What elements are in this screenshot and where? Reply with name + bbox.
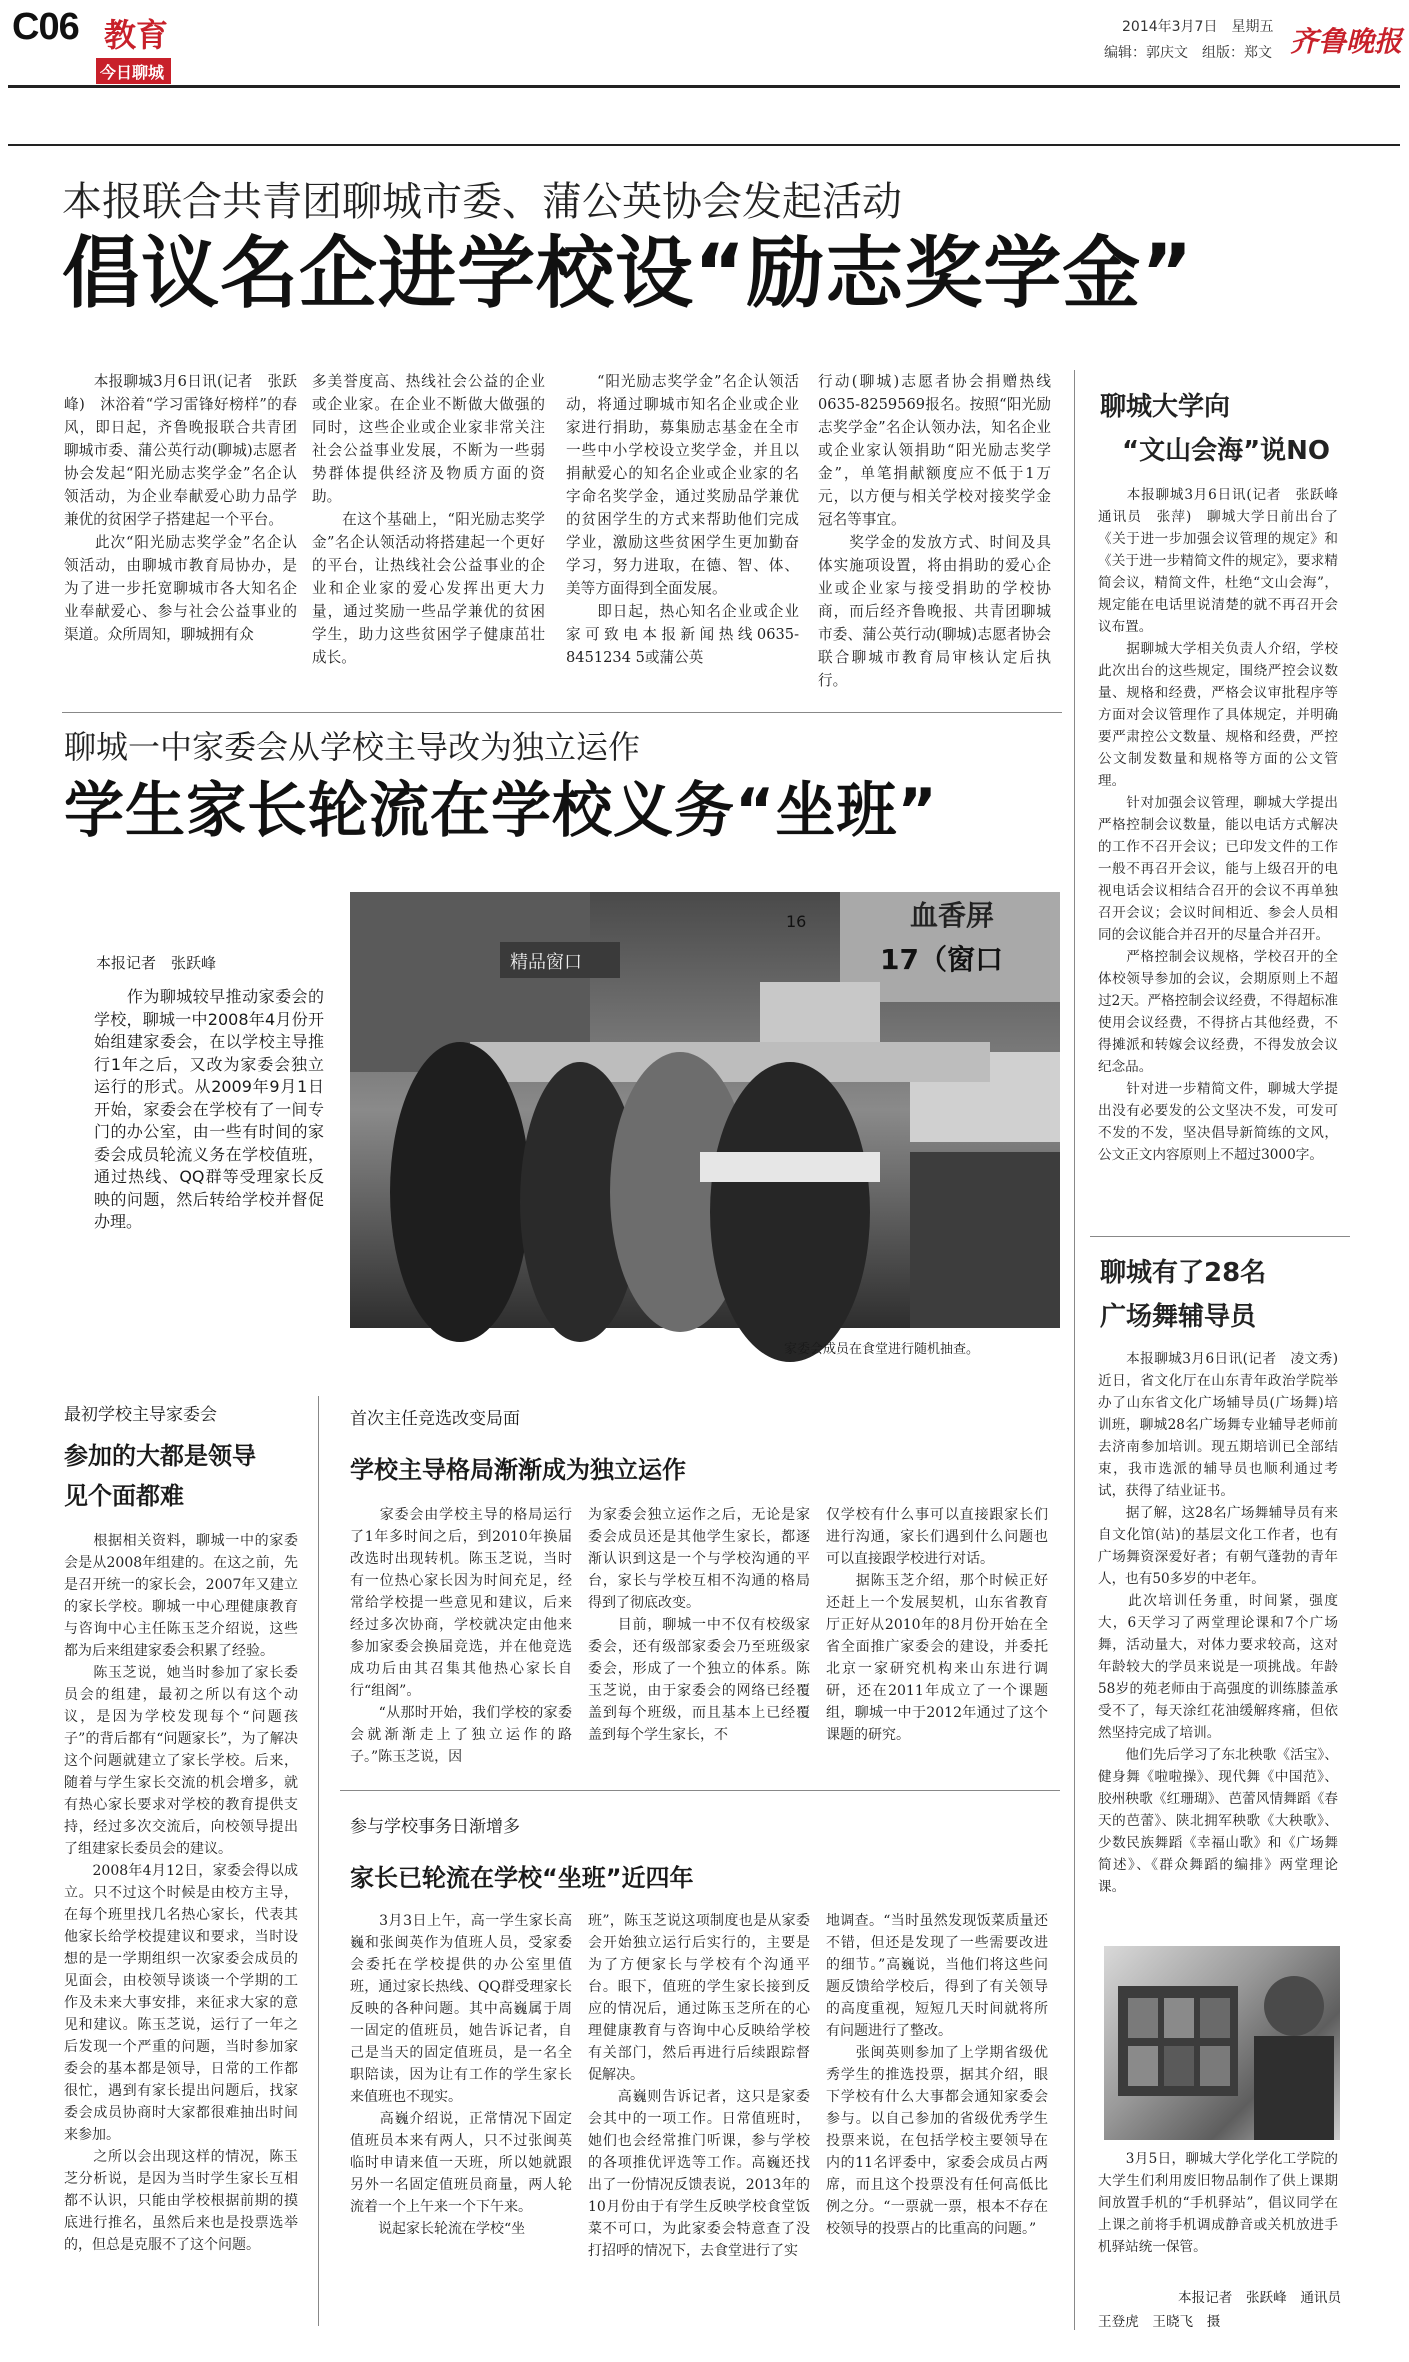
sec3-col1: 3月3日上午，高一学生家长高巍和张闽英作为值班人员，受家委会委托在学校提供的办公室里值班，通过家长热线、QQ群受理家长反映的各种问题。其中高巍属于周一固定的值班员，她告诉记者，自己是当天的固定值班员，是一名全职陪读，因为让有工作的学生家长来值班也不现实。 高巍介绍说，正常情况下固定值班员本来有两人，只不过张闽英临时申请来值一天班，所以她就跟另外一名固定值班员商量，两人轮流着一个上午来一个下午来。 说起家长轮流在学校“坐 bbox=[350, 1913, 572, 2237]
top-divider bbox=[8, 144, 1400, 146]
sec1-headline-line1: 参加的大都是领导 bbox=[64, 1442, 256, 1470]
side-photo-credit-1: 本报记者 张跃峰 通讯员 bbox=[1178, 2290, 1342, 2306]
story1-col2: 多美誉度高、热线社会公益的企业或企业家。在企业不断做大做强的同时，这些企业或企业家非常关注社会公益事业发展，不断为一些弱势群体提供经济及物质方面的资助。 在这个基础上，“阳光励志奖学金”名企认领活动将搭建起一个更好的平台，让热线社会公益事业的企业和企业家的爱心发挥出更大力量，通过奖励一些品学兼优的贫困学生，助力这些贫困学子健康茁壮成长。 bbox=[312, 373, 545, 666]
canteen-inspection-photo bbox=[350, 892, 1060, 1328]
sec2-headline: 学校主导格局渐渐成为独立运作 bbox=[350, 1456, 686, 1484]
side2-headline-line2: 广场舞辅导员 bbox=[1100, 1302, 1257, 1332]
story1-bottom-rule bbox=[62, 712, 1062, 713]
sec1-divider bbox=[318, 1396, 319, 2326]
story2-kicker: 聊城一中家委会从学校主导改为独立运作 bbox=[64, 728, 641, 766]
side1-bottom-rule bbox=[1090, 1236, 1350, 1237]
side2-headline-line1: 聊城有了28名 bbox=[1100, 1258, 1267, 1288]
phone-station-photo bbox=[1104, 1946, 1340, 2140]
story1-col4: 行动(聊城)志愿者协会捐赠热线0635-8259569报名。按照“阳光励志奖学金”名企认领办法，知名企业或企业家认领捐助“阳光励志奖学金”，单笔捐献额度应不低于1万元，以方便与相关学校对接奖学金冠名等事宜。 奖学金的发放方式、时间及具体实施项设置，将由捐助的爱心企业或企业家与接受捐助的学校协商，而后经齐鲁晚报、共青团聊城市委、蒲公英行动(聊城)志愿者协会联合聊城市教育局审核认定后执行。 bbox=[818, 373, 1051, 689]
story1-col3: “阳光励志奖学金”名企认领活动，将通过聊城市知名企业或企业家进行捐助，募集励志基金在全市一些中小学校设立奖学金，并且以捐献爱心的知名企业或企业家的名字命名奖学金，通过奖励品学兼优的贫困学生的方式来帮助他们完成学业，激励这些贫困学生更加勤奋学习，努力进取，在德、智、体、美等方面得到全面发展。 即日起，热心知名企业或企业家可致电本报新闻热线0635-8451234 5或蒲公英 bbox=[566, 373, 799, 666]
sec1-headline-line2: 见个面都难 bbox=[64, 1482, 184, 1510]
story1-col1: 本报聊城3月6日讯(记者 张跃峰) 沐浴着“学习雷锋好榜样”的春风，即日起，齐鲁晚报联合共青团聊城市委、蒲公英行动(聊城)志愿者协会发起“阳光励志奖学金”名企认领活动，为企业奉献爱心助力品学兼优的贫困学子搭建起一个平台。 此次“阳光励志奖学金”名企认领活动，由聊城市教育局协办，是为了进一步托宽聊城市各大知名企业奉献爱心、参与社会公益事业的渠道。众所周知，聊城拥有众 bbox=[64, 373, 297, 643]
editor-credits: 编辑：郭庆文 组版：郑文 bbox=[1104, 45, 1272, 61]
sec3-kicker: 参与学校事务日渐增多 bbox=[350, 1817, 520, 1837]
story2-byline: 本报记者 张跃峰 bbox=[96, 954, 217, 972]
phone-station-illustration bbox=[1104, 1946, 1340, 2140]
sec3-col2: 班”，陈玉芝说这项制度也是从家委会开始独立运行后实行的，主要是为了方便家长与学校有个沟通平台。眼下，值班的学生家长接到反应的情况后，通过陈玉芝所在的心理健康教育与咨询中心反映给学校有关部门，然后再进行后续跟踪督促解决。 高巍则告诉记者，这只是家委会其中的一项工作。日常值班时，她们也会经常推门听课，参与学校的各项推优评选等工作。高巍还找出了一份情况反馈表说，2013年的10月份由于有学生反映学校食堂饭菜不可口，为此家委会特意查了没打招呼的情况下，去食堂进行了实 bbox=[588, 1913, 810, 2259]
side1-headline-line2: “文山会海”说NO bbox=[1122, 436, 1331, 466]
sec3-col3: 地调查。“当时虽然发现饭菜质量还不错，但还是发现了一些需要改进的细节。”高巍说，当他们将这些问题反馈给学校后，得到了有关领导的高度重视，短短几天时间就将所有问题进行了整改。 张闽英则参加了上学期省级优秀学生的推选投票，据其介绍，眼下学校有什么大事都会通知家委会参与。以自己参加的省级优秀学生投票来说，在包括学校主要领导在内的11名评委中，家委会成员占两席，而且这个投票没有任何高低比例之分。“一票就一票，根本不存在校领导的投票占的比重高的问题。” bbox=[826, 1913, 1048, 2237]
sec2-col1: 家委会由学校主导的格局运行了1年多时间之后，到2010年换届改选时出现转机。陈玉芝说，当时有一位热心家长因为时间充足，经常给学校提一些意见和建议，后来经过多次协商，学校就决定由他来参加家委会换届竞选，并在他竞选成功后由其召集其他热心家长自行“组阁”。 “从那时开始，我们学校的家委会就渐渐走上了独立运作的路子。”陈玉芝说，因 bbox=[350, 1507, 572, 1765]
photo-sign-window: 精品窗口 bbox=[510, 952, 582, 973]
story2-headline: 学生家长轮流在学校义务“坐班” bbox=[64, 776, 938, 846]
paper-logo: 齐鲁晚报 bbox=[1290, 25, 1403, 58]
sidebar-divider bbox=[1074, 370, 1075, 2330]
photo-caption: 家委会成员在食堂进行随机抽查。 bbox=[784, 1342, 980, 1357]
sec1-text: 根据相关资料，聊城一中的家委会是从2008年组建的。在这之前，先是召开统一的家长会，2007年又建立的家长学校。聊城一中心理健康教育与咨询中心主任陈玉芝介绍说，这些都为后来组建家委会积累了经验。 陈玉芝说，她当时参加了家长委员会的组建，最初之所以有这个动议，是因为学校发现每个“问题孩子”的背后都有“问题家长”，为了解决这个问题就建立了家长学校。后来，随着与学生家长交流的机会增多，就有热心家长要求对学校的教育提供支持，经过多次交流后，向校领导提出了组建家长委员会的建议。 2008年4月12日，家委会得以成立。只不过这个时候是由校方主导，在每个班里找几名热心家长，代表其他家长给学校提建议和要求，当时设想的是一学期组织一次家委会成员的见面会，由校领导谈谈一个学期的工作及未来大事安排，来征求大家的意见和建议。陈玉芝说，运行了一年之后发现一个严重的问题，当时参加家委会的基本都是领导，日常的工作都很忙，遇到有家长提出问题后，找家委会成员协商时大家都很难抽出时间来参加。 之所以会出现这样的情况，陈玉芝分析说，是因为当时学生家长互相都不认识，只能由学校根据前期的摸底进行推名，虽然后来也是投票选举的，但总是克服不了这个问题。 bbox=[64, 1533, 298, 2253]
side-photo-credit-2: 王登虎 王晓飞 摄 bbox=[1098, 2314, 1221, 2330]
side1-text: 本报聊城3月6日讯(记者 张跃峰 通讯员 张萍) 聊城大学日前出台了《关于进一步加强会议管理的规定》和《关于进一步精简文件的规定》，要求精简会议，精简文件，杜绝“文山会海”，规定能在电话里说清楚的就不再召开会议布置。 据聊城大学相关负责人介绍，学校此次出台的这些规定，围绕严控会议数量、规格和经费，严格会议审批程序等方面对会议管理作了具体规定，并明确要严肃控公文数量、规格和经费，严控公文制发数量和规格等方面的公文管理。 针对加强会议管理，聊城大学提出严格控制会议数量，能以电话方式解决的工作不召开会议；已印发文件的工作一般不再召开会议，能与上级召开的电视电话会议相结合召开的会议不再单独召开会议；会议时间相近、参会人员相同的会议能合并召开的尽量合并召开。 严格控制会议规格，学校召开的全体校领导参加的会议，会期原则上不超过2天。严格控制会议经费，不得超标准使用会议经费，不得挤占其他经费，不得摊派和转嫁会议经费，不得发放会议纪念品。 针对进一步精简文件，聊城大学提出没有必要发的公文坚决不发，可发可不发的不发，坚决倡导新简练的文风，公文正文内容原则上不超过3000字。 bbox=[1098, 487, 1338, 1163]
masthead-rule bbox=[8, 85, 1400, 88]
story1-kicker: 本报联合共青团聊城市委、蒲公英协会发起活动 bbox=[62, 179, 902, 225]
story2-lede: 作为聊城较早推动家委会的学校，聊城一中2008年4月份开始组建家委会，在以学校主导推行1年之后，又改为家委会独立运行的形式。从2009年9月1日开始，家委会在学校有了一间专门的办公室，由一些有时间的家委会成员轮流义务在学校值班，通过热线、QQ群等受理家长反映的问题，然后转给学校并督促办理。 bbox=[94, 987, 324, 1231]
sub-section-label: 今日聊城 bbox=[100, 63, 165, 82]
page-code: C06 bbox=[12, 6, 79, 48]
sec1-kicker: 最初学校主导家委会 bbox=[64, 1405, 217, 1425]
sec2-col3: 仅学校有什么事可以直接跟家长们进行沟通，家长们遇到什么问题也可以直接跟学校进行对话。 据陈玉芝介绍，那个时候正好还赶上一个发展契机，山东省教育厅正好从2010年的8月份开始在全省全面推广家委会的建设，并委托北京一家研究机构来山东进行调研，还在2011年成立了一个课题组，聊城一中于2012年通过了这个课题的研究。 bbox=[826, 1507, 1048, 1743]
sec3-headline: 家长已轮流在学校“坐班”近四年 bbox=[350, 1864, 694, 1892]
story1-headline: 倡议名企进学校设“励志奖学金” bbox=[62, 229, 1194, 319]
sec2-bottom-rule bbox=[340, 1790, 1060, 1791]
photo-sign-16: 16 bbox=[786, 912, 807, 931]
photo-sign-top: 血香屏 bbox=[910, 899, 995, 932]
sec2-kicker: 首次主任竞选改变局面 bbox=[350, 1409, 520, 1429]
issue-date: 2014年3月7日 星期五 bbox=[1122, 19, 1274, 35]
photo-sign-17: 17（窗口 bbox=[880, 943, 1003, 976]
section-title: 教育 bbox=[104, 16, 169, 54]
side1-headline-line1: 聊城大学向 bbox=[1100, 392, 1231, 422]
side-photo-caption: 3月5日，聊城大学化学化工学院的大学生们利用废旧物品制作了供上课期间放置手机的“手机驿站”，倡议同学在上课之前将手机调成静音或关机放进手机驿站统一保管。 bbox=[1098, 2151, 1338, 2255]
sec2-col2: 为家委会独立运作之后，无论是家委会成员还是其他学生家长，都逐渐认识到这是一个与学校沟通的平台，家长与学校互相不沟通的格局得到了彻底改变。 目前，聊城一中不仅有校级家委会，还有级部家委会乃至班级家委会，形成了一个独立的体系。陈玉芝说，由于家委会的网络已经覆盖到每个班级，而且基本上已经覆盖到每个学生家长，不 bbox=[588, 1507, 810, 1743]
side2-text: 本报聊城3月6日讯(记者 凌文秀) 近日，省文化厅在山东青年政治学院举办了山东省文化广场辅导员(广场舞)培训班，聊城28名广场舞专业辅导老师前去济南参加培训。现五期培训已全部结束，我市选派的辅导员也顺利通过考试，获得了结业证书。 据了解，这28名广场舞辅导员有来自文化馆(站)的基层文化工作者，也有广场舞资深爱好者；有朝气蓬勃的青年人，也有50多岁的中老年。 此次培训任务重，时间紧，强度大，6天学习了两堂理论课和7个广场舞，活动量大，对体力要求较高，这对年龄较大的学员来说是一项挑战。年龄58岁的苑老师由于高强度的训练膝盖承受不了，每天涂红花油缓解疼痛，但依然坚持完成了培训。 他们先后学习了东北秧歌《活宝》、健身舞《啦啦操》、现代舞《中国范》、胶州秧歌《红珊瑚》、芭蕾风情舞蹈《春天的芭蕾》、陕北拥军秧歌《大秧歌》、少数民族舞蹈《幸福山歌》和《广场舞简述》、《群众舞蹈的编排》两堂理论课。 bbox=[1098, 1351, 1338, 1895]
